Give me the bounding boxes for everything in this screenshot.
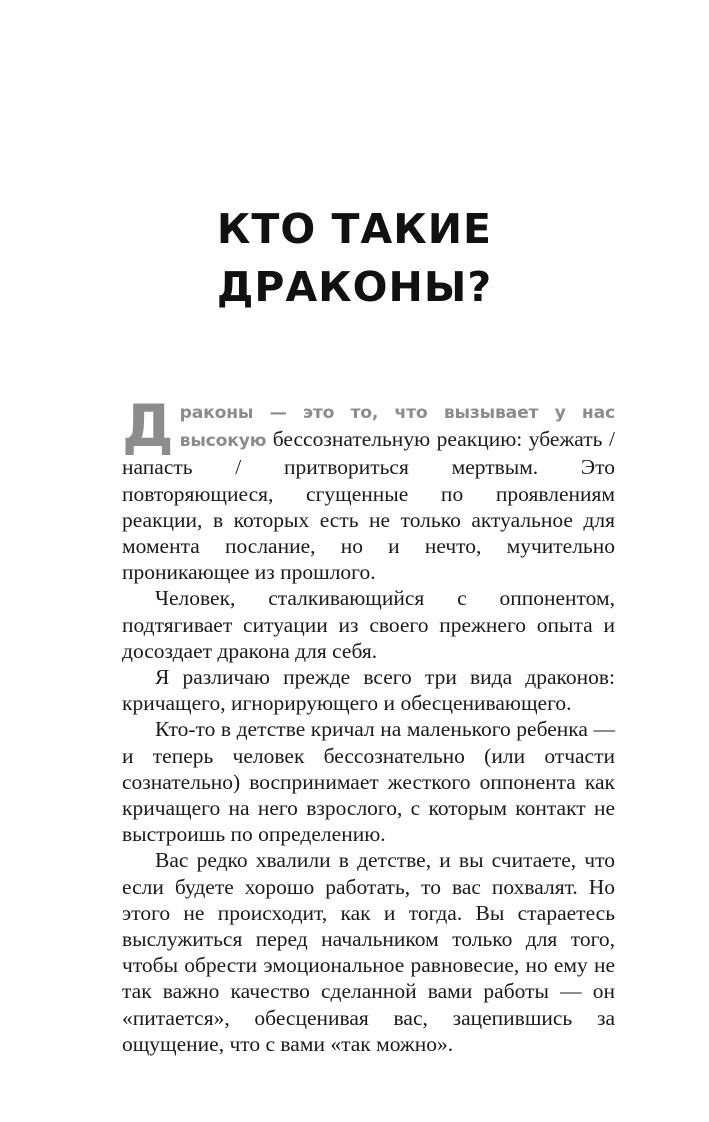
drop-cap: Д (122, 392, 174, 460)
chapter-title-line-2: ДРАКОНЫ? (216, 263, 493, 311)
chapter-title (0, 200, 709, 316)
paragraph-5: Вас редко хвалили в детстве, и вы считаете, что если будете хорошо работать, то вас похвалят. Но этого не происходит, как и тогда. Вы стараетесь выслужиться перед начальником только для того, чтобы обрести эмоциональное равновесие, но ему не так важно качество сделанной вами работы — он «питается», обесценивая вас, зацепившись за ощущение, что с вами «так можно». (122, 848, 615, 1056)
paragraph-1-text: бессознательную реакцию: убежать / напасть / притвориться мертвым. Это повторяющиеся, сгущенные по проявлениям реакции, в которых есть не только актуальное для момента послание, но и нечто, мучительно проникающее из прошлого. (122, 427, 615, 585)
paragraph-2: Человек, сталкивающийся с оппонентом, подтягивает ситуации из своего прежнего опыта и досоздает дракона для себя. (122, 586, 615, 663)
chapter-title-line-1: КТО ТАКИЕ (216, 205, 493, 253)
paragraph-4: Кто-то в детстве кричал на маленького ребенка — и теперь человек бессознательно (или отчасти сознательно) воспринимает жесткого оппонента как кричащего на него взрослого, с которым контакт не выстроишь по определению. (122, 717, 615, 847)
chapter-body (122, 392, 615, 1057)
paragraph-3: Я различаю прежде всего три вида драконов: кричащего, игнорирующего и обесценивающего. (122, 665, 615, 716)
lead-in-text: раконы — это то, что вызывает у нас высокую (179, 403, 615, 452)
paragraph-1 (122, 392, 615, 585)
